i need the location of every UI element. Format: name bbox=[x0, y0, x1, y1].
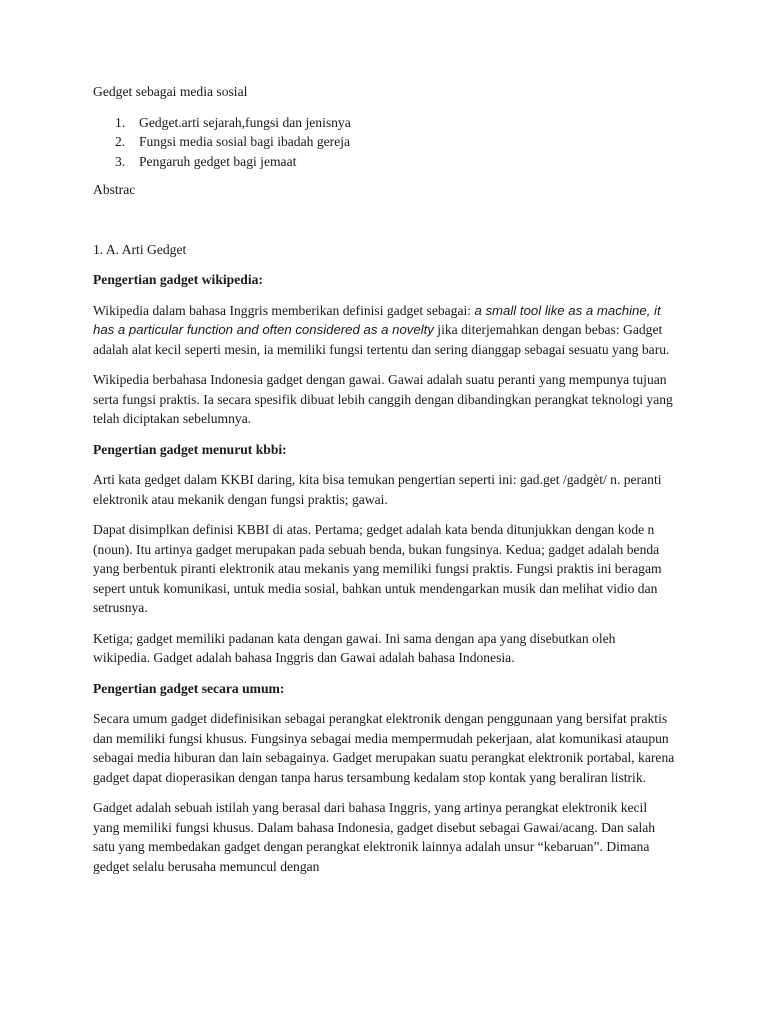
paragraph-umum-origin: Gadget adalah sebuah istilah yang berasal dari bahasa Inggris, yang artinya perangkat elektronik kecil yang memiliki fungsi khusus. Dalam bahasa Indonesia, gadget disebut sebagai Gawai/acang. Dan salah satu yang membedakan gadget dengan perangkat elektronik lainnya adalah unsur “kebaruan”. Dimana gedget selalu berusaha memuncul dengan bbox=[93, 800, 656, 874]
outline-item-text: Gedget.arti sejarah,fungsi dan jenisnya bbox=[139, 114, 351, 130]
outline-item-number: 1. bbox=[115, 114, 126, 130]
paragraph-kbbi-conclusion: Dapat disimplkan definisi KBBI di atas. Pertama; gedget adalah kata benda ditunjukkan dengan kode n (noun). Itu artinya gadget merupakan pada sebuah benda, bukan fungsinya. Kedua; gadget adalah benda yang berbentuk piranti elektronik atau mekanis yang memiliki fungsi praktis. Fungsi praktis ini beragam sepert untuk komunikasi, untuk media sosial, bahkan untuk mendengarkan musik dan melihat vidio dan setrusnya. bbox=[93, 522, 662, 615]
paragraph-wikipedia-definition bbox=[93, 301, 675, 360]
document-title: Gedget sebagai media sosial bbox=[93, 84, 248, 99]
outline-list bbox=[93, 113, 675, 172]
outline-item bbox=[93, 113, 675, 133]
paragraph-text: Wikipedia dalam bahasa Inggris memberikan definisi gadget sebagai: bbox=[93, 302, 475, 318]
outline-item-text: Fungsi media sosial bagi ibadah gereja bbox=[139, 134, 351, 149]
paragraph-kbbi-definition: Arti kata gedget dalam KKBI daring, kita bisa temukan pengertian seperti ini: gad.get /gadgèt/ n. peranti elektronik atau mekanik dengan fungsi praktis; gawai. bbox=[93, 472, 662, 507]
paragraph-kbbi-third: Ketiga; gadget memiliki padanan kata dengan gawai. Ini sama dengan apa yang disebutkan oleh wikipedia. Gadget adalah bahasa Inggris dan Gawai adalah bahasa Indonesia. bbox=[93, 630, 616, 665]
paragraph-text: jika diterjemahkan dengan bebas: Gadget adalah alat kecil seperti mesin, ia memiliki fungsi tertentu dan sering dianggap sebagai sesuatu yang baru. bbox=[93, 322, 670, 357]
abstract-label: Abstrac bbox=[93, 182, 136, 197]
document-body bbox=[93, 82, 675, 887]
outline-item bbox=[93, 152, 675, 172]
paragraph-umum-definition: Secara umum gadget didefinisikan sebagai perangkat elektronik dengan penggunaan yang bersifat praktis dan memiliki fungsi khusus. Fungsinya sebagai media mempermudah pekerjaan, alat komunikasi ataupun sebagai media hiburan dan lain sebagainya. Gadget merupakan suatu perangkat elektronik portabal, karena gadget dapat dioperasikan dengan tanpa harus tersambung kedalam stop kontak yang beraliran listrik. bbox=[93, 711, 675, 785]
section-heading: 1. A. Arti Gedget bbox=[93, 241, 187, 257]
outline-item-number: 2. bbox=[115, 134, 126, 149]
subheading-kbbi: Pengertian gadget menurut kbbi: bbox=[93, 441, 287, 457]
subheading-umum: Pengertian gadget secara umum: bbox=[93, 680, 285, 696]
outline-item bbox=[93, 132, 675, 152]
outline-item-number: 3. bbox=[115, 153, 126, 169]
outline-item-text: Pengaruh gedget bagi jemaat bbox=[139, 153, 297, 169]
english-quote: a small tool like as a machine, it has a particular function and often considered as a novelty bbox=[93, 302, 661, 337]
paragraph-wikipedia-indonesia: Wikipedia berbahasa Indonesia gadget dengan gawai. Gawai adalah suatu peranti yang mempunya tujuan serta fungsi praktis. Ia secara spesifik dibuat lebih canggih dengan dibandingkan perangkat teknologi yang telah diciptakan sebelumnya. bbox=[93, 372, 673, 426]
subheading-wikipedia: Pengertian gadget wikipedia: bbox=[93, 272, 263, 287]
